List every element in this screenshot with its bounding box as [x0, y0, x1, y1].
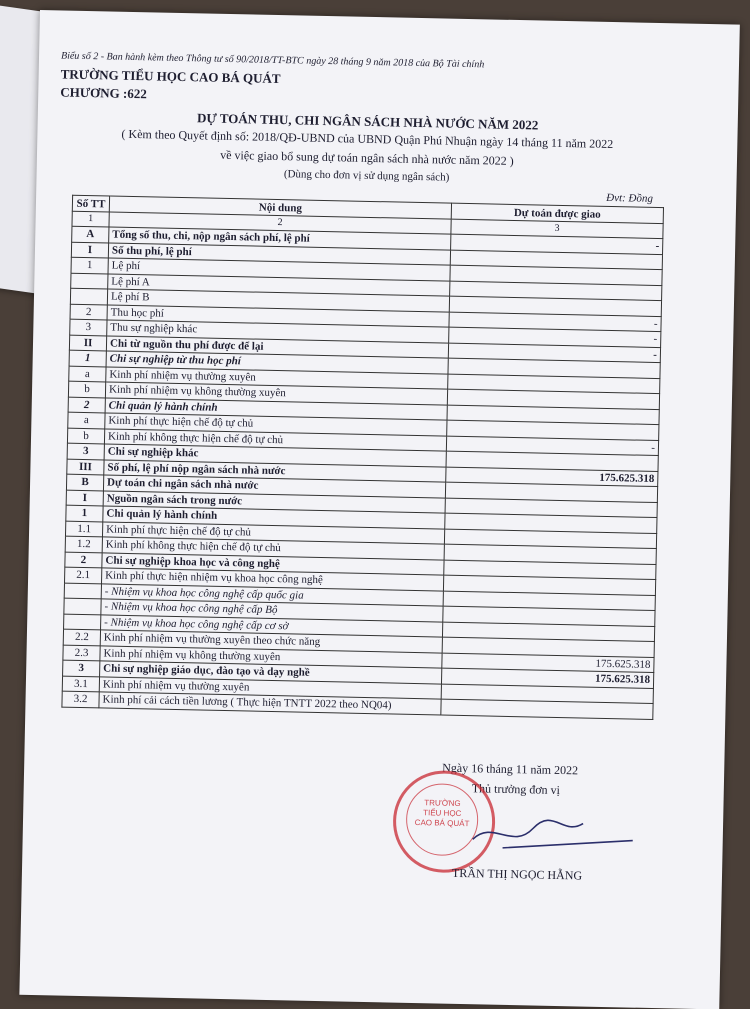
- index-no: 1: [72, 211, 109, 227]
- currency-unit: Đvt: Đồng: [606, 191, 654, 205]
- decision-reference: ( Kèm theo Quyết định số: 2018/QĐ-UBND của UBND Quận Phú Nhuận ngày 14 tháng 11 năm 2022: [121, 126, 614, 152]
- row-number: A: [72, 226, 109, 242]
- row-value: 175.625.318: [446, 467, 658, 487]
- row-number: B: [66, 474, 103, 490]
- row-value: -: [449, 327, 661, 347]
- header-value: Dự toán được giao: [451, 203, 663, 223]
- row-number: [71, 273, 108, 289]
- row-content: Kinh phí nhiệm vụ không thường xuyên: [100, 645, 442, 668]
- document-title: DỰ TOÁN THU, CHI NGÂN SÁCH NHÀ NƯỚC NĂM 2022: [196, 110, 539, 133]
- row-number: 1: [66, 505, 103, 521]
- school-name: TRƯỜNG TIỂU HỌC CAO BÁ QUÁT: [60, 66, 281, 87]
- regulation-reference: Biểu số 2 - Ban hành kèm theo Thông tư số 90/2018/TT-BTC ngày 28 tháng 9 năm 2018 của Bộ Tài chính: [60, 50, 485, 71]
- row-value: 175.625.318: [441, 668, 653, 688]
- budget-chapter: CHƯƠNG :622: [60, 84, 147, 102]
- row-content: Chi từ nguồn thu phí được để lại: [106, 335, 448, 358]
- budget-table: [61, 195, 664, 720]
- header-content: Nội dung: [109, 196, 451, 219]
- row-number: [70, 288, 107, 304]
- row-content: Kinh phí nhiệm vụ không thường xuyên: [105, 382, 447, 405]
- row-number: I: [71, 242, 108, 258]
- row-content: - Nhiệm vụ khoa học công nghệ cấp Bộ: [101, 599, 443, 622]
- row-content: Kinh phí thực hiện nhiệm vụ khoa học công nghệ: [102, 568, 444, 591]
- row-number: 3.1: [62, 676, 99, 692]
- row-value: -: [446, 436, 658, 456]
- row-number: 2.1: [65, 567, 102, 583]
- row-content: Dự toán chi ngân sách nhà nước: [103, 475, 445, 498]
- row-number: 2: [65, 552, 102, 568]
- index-content: 2: [109, 212, 451, 234]
- header-no: Số TT: [72, 195, 109, 212]
- row-value: [441, 699, 653, 719]
- row-number: 2.3: [63, 645, 100, 661]
- row-number: 3: [67, 443, 104, 459]
- row-number: b: [67, 428, 104, 444]
- row-content: Chi quản lý hành chính: [105, 397, 447, 420]
- row-value: 175.625.318: [442, 653, 654, 673]
- usage-note: (Dùng cho đơn vị sử dụng ngân sách): [283, 168, 450, 184]
- row-content: Lệ phí B: [107, 289, 449, 312]
- signer-role: Thủ trưởng đơn vị: [471, 781, 561, 798]
- supplement-note: về việc giao bổ sung dự toán ngân sách nhà nước năm 2022 ): [220, 147, 514, 168]
- row-content: Chi quản lý hành chính: [103, 506, 445, 529]
- index-value: 3: [451, 219, 663, 238]
- row-number: 1: [71, 257, 108, 273]
- row-number: 3.2: [62, 691, 99, 707]
- row-number: 3: [70, 319, 107, 335]
- row-content: - Nhiệm vụ khoa học công nghệ cấp quốc gia: [101, 583, 443, 606]
- row-content: Chi sự nghiệp khác: [104, 444, 446, 467]
- row-number: 2.2: [63, 629, 100, 645]
- row-number: 3: [63, 660, 100, 676]
- row-value: -: [449, 312, 661, 332]
- row-content: Lệ phí: [108, 258, 450, 281]
- row-content: Số thu phí, lệ phí: [108, 242, 450, 265]
- row-number: a: [69, 366, 106, 382]
- row-number: [64, 614, 101, 630]
- row-content: - Nhiệm vụ khoa học công nghệ cấp cơ sở: [101, 614, 443, 637]
- row-value: -: [448, 343, 660, 363]
- row-content: Kinh phí không thực hiện chế độ tự chủ: [104, 428, 446, 451]
- row-content: Kinh phí nhiệm vụ thường xuyên: [106, 366, 448, 389]
- handwritten-signature: [462, 799, 643, 863]
- row-content: Lệ phí A: [108, 273, 450, 296]
- row-number: 2: [70, 304, 107, 320]
- row-number: a: [68, 412, 105, 428]
- row-content: Thu sự nghiệp khác: [107, 320, 449, 343]
- row-content: Chi sự nghiệp khoa học và công nghệ: [102, 552, 444, 575]
- signing-date: Ngày 16 tháng 11 năm 2022: [442, 760, 579, 778]
- signer-name: TRẦN THỊ NGỌC HẰNG: [451, 865, 583, 883]
- seal-text: TRƯỜNG TIỂU HỌC CAO BÁ QUÁT: [405, 783, 478, 856]
- row-number: III: [67, 459, 104, 475]
- document-page: [19, 10, 739, 1009]
- row-number: II: [69, 335, 106, 351]
- row-content: Chi sự nghiệp giáo dục, đào tạo và dạy nghề: [100, 661, 442, 684]
- row-number: I: [66, 490, 103, 506]
- row-number: 1.2: [65, 536, 102, 552]
- row-content: Kinh phí nhiệm vụ thường xuyên: [99, 676, 441, 699]
- row-number: 1.1: [65, 521, 102, 537]
- row-content: Thu học phí: [107, 304, 449, 327]
- row-content: Tổng số thu, chi, nộp ngân sách phí, lệ phí: [109, 227, 451, 250]
- row-value: -: [451, 234, 663, 254]
- row-content: Chi sự nghiệp từ thu học phí: [106, 351, 448, 374]
- row-content: Kinh phí thực hiện chế độ tự chủ: [102, 521, 444, 544]
- row-number: 1: [69, 350, 106, 366]
- row-number: 2: [68, 397, 105, 413]
- row-number: [64, 598, 101, 614]
- row-number: [64, 583, 101, 599]
- row-content: Kinh phí thực hiện chế độ tự chủ: [105, 413, 447, 436]
- row-content: Nguồn ngân sách trong nước: [103, 490, 445, 513]
- row-content: Kinh phí cải cách tiền lương ( Thực hiện TNTT 2022 theo NQ04): [99, 692, 441, 715]
- row-number: b: [68, 381, 105, 397]
- row-content: Kinh phí không thực hiện chế độ tự chủ: [102, 537, 444, 560]
- row-content: Kinh phí nhiệm vụ thường xuyên theo chức năng: [100, 630, 442, 653]
- row-content: Số phí, lệ phí nộp ngân sách nhà nước: [104, 459, 446, 482]
